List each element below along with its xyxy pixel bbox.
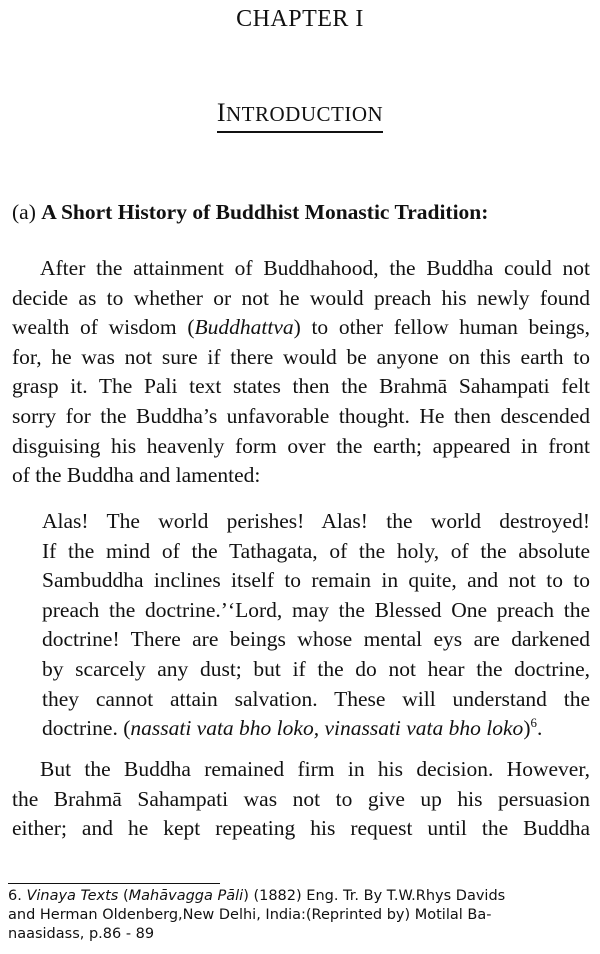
- quote-line: doctrine! There are beings whose mental eys are darkened: [42, 627, 590, 652]
- quote-line: preach the doctrine.’‘Lord, may the Blessed One preach the: [42, 597, 590, 622]
- footnote-divider: [8, 883, 220, 884]
- quote-line: by scarcely any dust; but if the do not hear the doctrine,: [42, 656, 590, 681]
- quote-line: Alas! The world perishes! Alas! the world destroyed!: [42, 509, 590, 533]
- text-line: But the Buddha remained firm in his decision. However,: [40, 757, 590, 781]
- footnote-line: and Herman Oldenberg,New Delhi, India:(Reprinted by) Motilal Ba-: [8, 907, 492, 923]
- chapter-title-initial: I: [216, 98, 226, 127]
- quote-line: Sambuddha inclines itself to remain in quite, and not to to: [42, 568, 590, 593]
- chapter-title: [217, 98, 383, 133]
- text-line: After the attainment of Buddhahood, the Buddha could not: [40, 256, 590, 280]
- text-run: doctrine. (: [42, 716, 131, 741]
- footnote-title: Vinaya Texts: [26, 888, 119, 904]
- italic-term: Buddhattva: [194, 315, 294, 340]
- footnote-ref: 6: [530, 716, 537, 730]
- text-line: decide as to whether or not he would preach his newly found: [12, 285, 590, 310]
- section-heading-text: A Short History of Buddhist Monastic Tradition:: [41, 200, 489, 224]
- text-run: (: [118, 888, 129, 904]
- text-run: ) to other fellow human beings,: [293, 315, 591, 340]
- text-line: [12, 313, 590, 343]
- quote-line: If the mind of the Tathagata, of the holy, of the absolute: [42, 538, 590, 563]
- paragraph-2: [12, 755, 590, 844]
- quote-line: [42, 714, 590, 744]
- paragraph-1: [12, 254, 590, 491]
- footnote-number: 6.: [8, 888, 27, 904]
- text-run: .: [536, 716, 543, 741]
- chapter-title-rest: NTRODUCTION: [226, 102, 384, 126]
- section-heading: [12, 200, 592, 225]
- chapter-title-wrap: [0, 98, 600, 133]
- text-line: the Brahmā Sahampati was not to give up his persuasion: [12, 786, 590, 811]
- text-run: wealth of wisdom (: [12, 315, 195, 340]
- quote-line: they cannot attain salvation. These will understand the: [42, 686, 590, 711]
- text-line: disguising his heavenly form over the earth; appeared in front: [12, 433, 590, 458]
- chapter-label: CHAPTER I: [236, 6, 364, 32]
- footnote-line: [8, 887, 598, 906]
- footnote: [8, 887, 598, 944]
- text-line: either; and he kept repeating his request until the Buddha: [12, 816, 590, 841]
- footnote-subtitle: Mahāvagga Pāli: [128, 888, 244, 904]
- text-run: ) (1882) Eng. Tr. By T.W.Rhys Davids: [243, 888, 506, 904]
- text-line: of the Buddha and lamented:: [12, 463, 261, 488]
- text-line: sorry for the Buddha’s unfavorable thought. He then descended: [12, 403, 590, 428]
- section-marker: (a): [12, 200, 36, 224]
- pali-quote: nassati vata bho loko, vinassati vata bho loko: [130, 716, 524, 741]
- footnote-line: naasidass, p.86 - 89: [8, 926, 155, 942]
- text-line: for, he was not sure if there would be anyone on this earth to: [12, 344, 590, 369]
- text-run: ): [523, 716, 531, 741]
- block-quote: [42, 507, 590, 744]
- text-line: grasp it. The Pali text states then the Brahmā Sahampati felt: [12, 374, 590, 399]
